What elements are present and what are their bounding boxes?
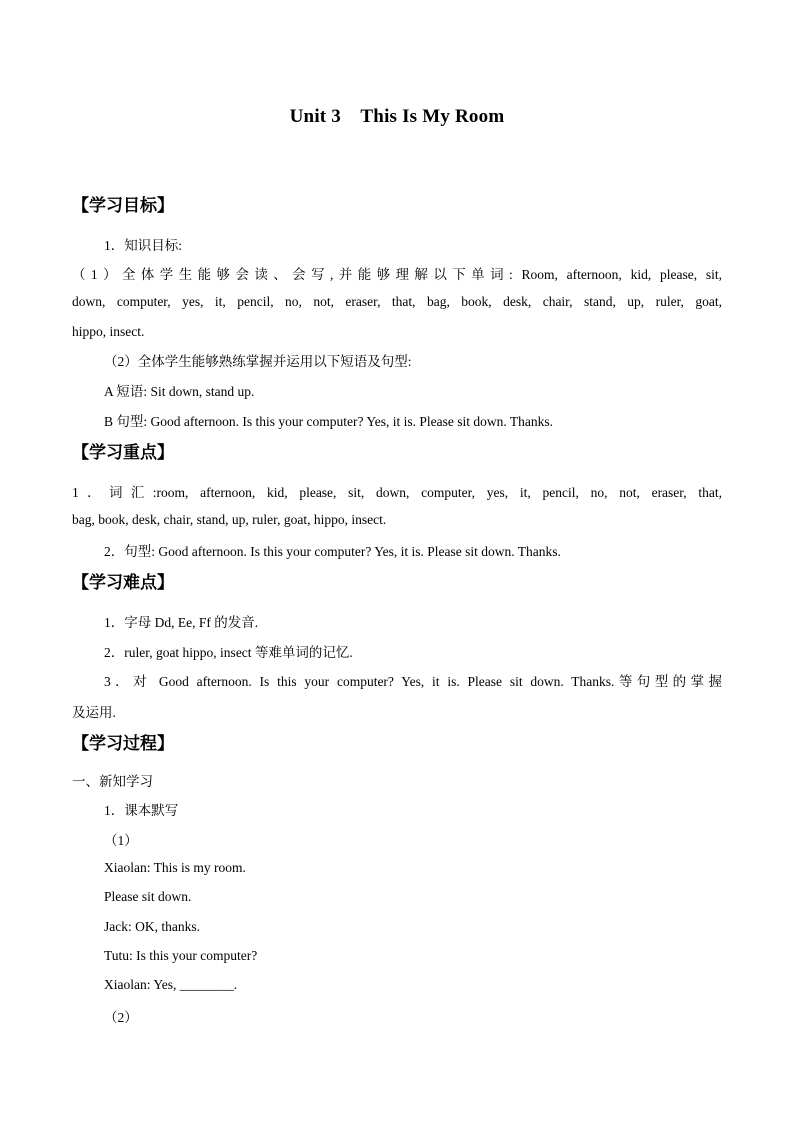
difficulties-item3-line1: 3．对 Good afternoon. Is this your computer? Yes, it is. Please sit down. Thanks.等句型的掌握 [104,674,722,689]
dialog-line: Please sit down. [104,889,192,904]
process-sub-2: （2） [104,1010,138,1025]
dialog-line: Xiaolan: This is my room. [104,860,246,875]
heading-objectives: 【学习目标】 [72,196,174,216]
difficulties-item-1: 1．字母 Dd, Ee, Ff 的发音. [104,615,259,630]
objectives-sentences: B 句型: Good afternoon. Is this your computer? Yes, it is. Please sit down. Thanks. [104,414,553,429]
dialog-line: Jack: OK, thanks. [104,919,200,934]
dialog-line: Tutu: Is this your computer? [104,948,258,963]
document-title: Unit 3 This Is My Room [289,106,505,127]
key-points-item1-line2: bag, book, desk, chair, stand, up, ruler, goat, hippo, insect. [72,512,387,527]
process-sub-1: （1） [104,833,138,848]
objectives-sub1-line2: down, computer, yes, it, pencil, no, not, eraser, that, bag, book, desk, chair, stand, up, ruler, goat, [72,294,722,309]
heading-key-points: 【学习重点】 [72,443,174,463]
objectives-item-1: 1．知识目标: [104,238,183,253]
objectives-sub1-line3: hippo, insect. [72,324,145,339]
difficulties-item-2: 2．ruler, goat hippo, insect 等难单词的记忆. [104,645,353,660]
key-points-item1-line1: 1．词汇:room, afternoon, kid, please, sit, down, computer, yes, it, pencil, no, not, eraser, that, [72,485,722,500]
difficulties-item3-line2: 及运用. [72,705,116,720]
objectives-phrases: A 短语: Sit down, stand up. [104,384,255,399]
dialog-line: Xiaolan: Yes, ________. [104,977,238,992]
objectives-sub1-line1: （1）全体学生能够会读、会写,并能够理解以下单词: Room, afternoon, kid, please, sit, [72,267,722,282]
heading-process: 【学习过程】 [72,734,174,754]
process-item-1: 1．课本默写 [104,803,179,818]
process-part-1: 一、新知学习 [72,774,153,789]
heading-difficulties: 【学习难点】 [72,573,174,593]
key-points-item2: 2．句型: Good afternoon. Is this your computer? Yes, it is. Please sit down. Thanks. [104,544,561,559]
objectives-sub2: （2）全体学生能够熟练掌握并运用以下短语及句型: [104,354,412,369]
